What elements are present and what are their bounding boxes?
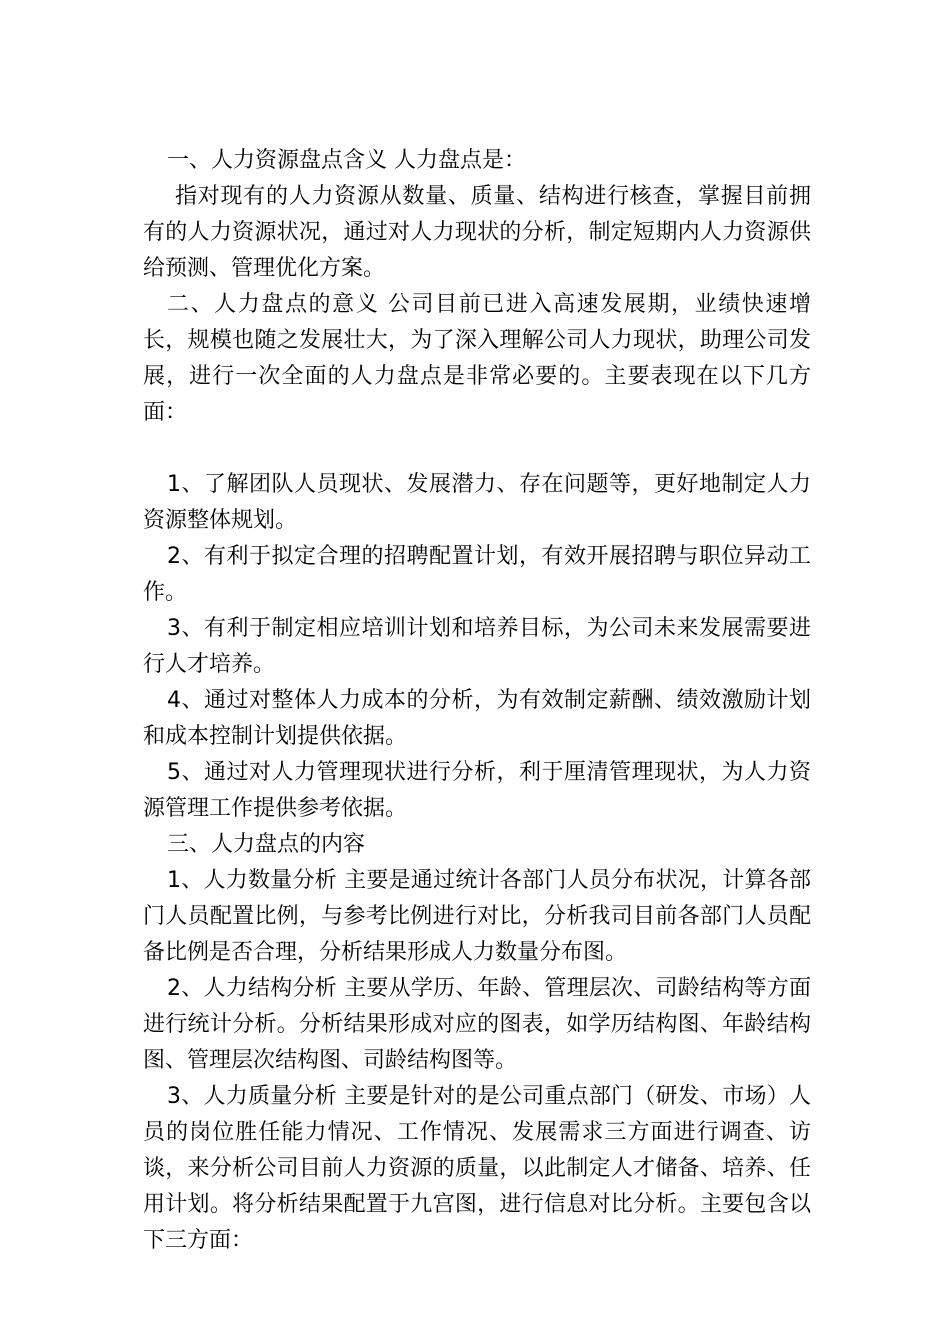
section-heading-definition: 一、人力资源盘点含义 人力盘点是：	[167, 148, 526, 173]
content-item-quality: 3、人力质量分析 主要是针对的是公司重点部门（研发、市场）人员的岗位胜任能力情况、工作情况、发展需求三方面进行调查、访谈，来分析公司目前人力资源的质量，以此制定人才储备、培养、任用计划。将分析结果配置于九宫图，进行信息对比分析。主要包含以下三方面：	[143, 1084, 811, 1253]
content-item-structure: 2、人力结构分析 主要从学历、年龄、管理层次、司龄结构等方面进行统计分析。分析结果形成对应的图表，如学历结构图、年龄结构图、管理层次结构图、司龄结构图等。	[143, 976, 811, 1073]
significance-item-3: 3、有利于制定相应培训计划和培养目标，为公司未来发展需要进行人才培养。	[143, 616, 811, 677]
blank-line	[143, 431, 811, 467]
section-heading-content: 三、人力盘点的内容	[167, 832, 366, 857]
content-item-quantity: 1、人力数量分析 主要是通过统计各部门人员分布状况，计算各部门人员配置比例，与参考比例进行对比，分析我司目前各部门人员配备比例是否合理，分析结果形成人力数量分布图。	[143, 868, 811, 965]
definition-paragraph: 指对现有的人力资源从数量、质量、结构进行核查，掌握目前拥有的人力资源状况，通过对人力现状的分析，制定短期内人力资源供给预测、管理优化方案。	[143, 184, 811, 281]
significance-item-1: 1、了解团队人员现状、发展潜力、存在问题等，更好地制定人力资源整体规划。	[143, 472, 811, 533]
significance-item-4: 4、通过对整体人力成本的分析，为有效制定薪酬、绩效激励计划和成本控制计划提供依据。	[143, 688, 811, 749]
significance-item-2: 2、有利于拟定合理的招聘配置计划，有效开展招聘与职位异动工作。	[143, 544, 811, 605]
section-heading-significance: 二、人力盘点的意义 公司目前已进入高速发展期，业绩快速增长，规模也随之发展壮大，为了深入理解公司人力现状，助理公司发展，进行一次全面的人力盘点是非常必要的。主要表现在以下几方面：	[143, 292, 811, 425]
document-body	[143, 143, 811, 1259]
significance-item-5: 5、通过对人力管理现状进行分析，利于厘清管理现状，为人力资源管理工作提供参考依据。	[143, 760, 811, 821]
